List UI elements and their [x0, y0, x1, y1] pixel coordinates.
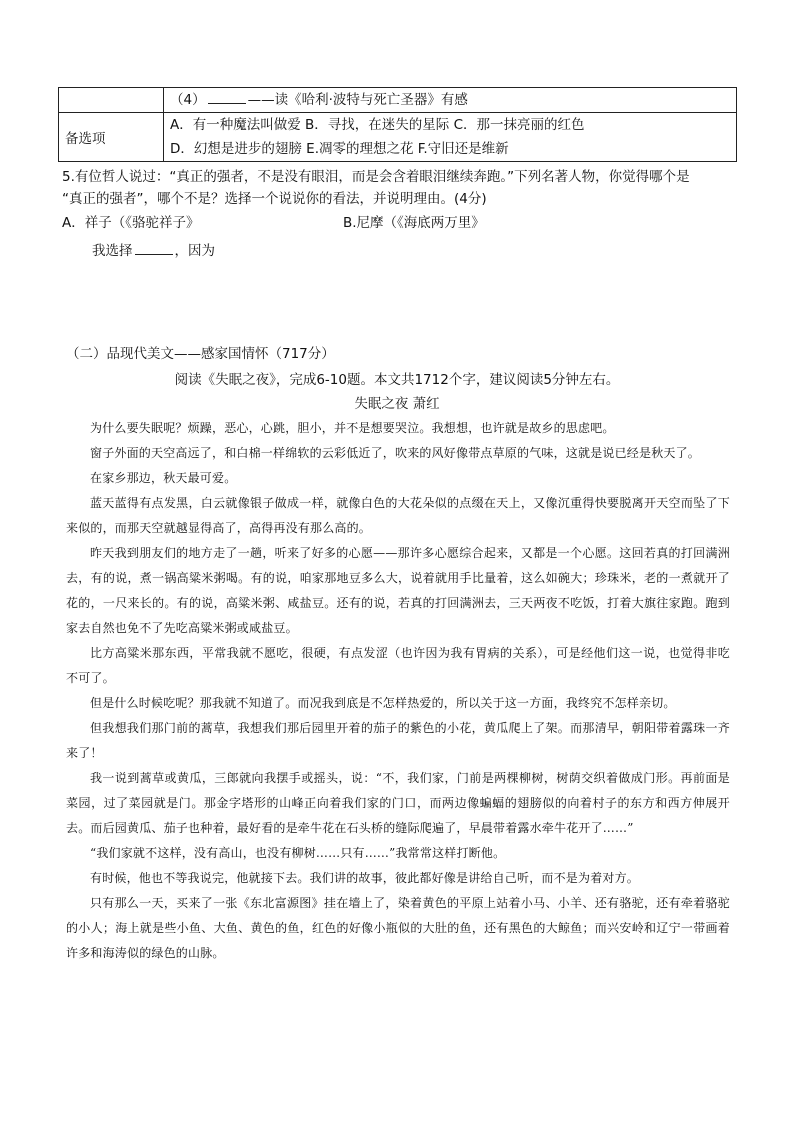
options-line-1: A．有一种魔法叫做爱 B．寻找，在迷失的星际 C．那一抹亮丽的红色	[170, 117, 585, 133]
options-line-2: D．幻想是进步的翅膀 E.凋零的理想之花 F.守旧还是维新	[170, 141, 509, 157]
options-table	[58, 87, 737, 162]
paragraph: 我一说到蒿草或黄瓜，三郎就向我摆手或摇头，说：“不，我们家，门前是两棵柳树，树荫交织着做成门形。再前面是菜园，过了菜园就是门。那金字塔形的山峰正向着我们家的门口，而两边像蝙蝠的翅膀似的向着村子的东方和西方伸展开去。而后园黄瓜、茄子也种着，最好看的是牵牛花在石头桥的缝际爬遍了，早晨带着露水牵牛花开了……”	[66, 771, 730, 835]
question-5-line-1: 5.有位哲人说过：“真正的强者，不是没有眼泪，而是会含着眼泪继续奔跑。”下列名著人物，你觉得哪个是	[62, 169, 690, 185]
paragraph: 比方高粱米那东西，平常我就不愿吃，很硬，有点发涩（也许因为我有胃病的关系），可是经他们这一说，也觉得非吃不可了。	[66, 646, 730, 685]
paragraph: 为什么要失眠呢？烦躁，恶心，心跳，胆小，并不是想要哭泣。我想想，也许就是故乡的思虑吧。	[90, 421, 615, 435]
paragraph: 蓝天蓝得有点发黑，白云就像银子做成一样，就像白色的大花朵似的点缀在天上，又像沉重得快要脱离开天空而坠了下来似的，而那天空就越显得高了，高得再没有那么高的。	[66, 496, 730, 535]
paragraph: 窗子外面的天空高远了，和白棉一样绵软的云彩低近了，吹来的风好像带点草原的气味，这就是说已经是秋天了。	[90, 446, 701, 460]
paragraph: 但是什么时候吃呢？那我就不知道了。而况我到底是不怎样热爱的，所以关于这一方面，我终究不怎样亲切。	[90, 696, 676, 710]
options-label: 备选项	[59, 113, 164, 162]
table-row	[59, 88, 737, 113]
section-heading: （二）品现代美文——感家国情怀（717分）	[66, 346, 335, 362]
table-row	[59, 113, 737, 162]
paragraph: 有时候，他也不等我说完，他就接下去。我们讲的故事，彼此都好像是讲给自己听，而不是为着对方。	[90, 871, 640, 885]
answer-blank[interactable]	[208, 90, 246, 104]
paragraph: 但我想我们那门前的蒿草，我想我们那后园里开着的茄子的紫色的小花，黄瓜爬上了架。而那清早，朝阳带着露珠一齐来了！	[66, 721, 730, 760]
reading-instructions: 阅读《失眠之夜》，完成6-10题。本文共1712个字，建议阅读5分钟左右。	[174, 372, 620, 388]
table-cell-empty	[59, 88, 164, 113]
answer-suffix: ，因为	[174, 243, 215, 259]
question-5-line-2: “真正的强者”，哪个不是？选择一个说说你的看法，并说明理由。(4分)	[62, 191, 487, 207]
item-number: （4）	[170, 92, 206, 108]
paragraph: 在家乡那边，秋天最可爱。	[90, 471, 237, 485]
table-cell-title-4	[164, 88, 737, 113]
choice-a: A．祥子（《骆驼祥子》	[62, 215, 200, 231]
title-tail: ——读《哈利·波特与死亡圣器》有感	[247, 92, 468, 108]
answer-prefix: 我选择	[92, 243, 133, 259]
article-title: 失眠之夜 萧红	[354, 396, 440, 412]
choice-b: B.尼摩（《海底两万里》	[343, 215, 485, 231]
paragraph: “我们家就不这样，没有高山，也没有柳树……只有……”我常常这样打断他。	[90, 846, 506, 860]
paragraph: 昨天我到朋友们的地方走了一趟，听来了好多的心愿——那许多心愿综合起来，又都是一个心愿。这回若真的打回满洲去，有的说，煮一锅高粱米粥喝。有的说，咱家那地豆多么大，说着就用手比量着，这么如碗大；珍珠米，老的一煮就开了花的，一尺来长的。有的说，高粱米粥、咸盐豆。还有的说，若真的打回满洲去，三天两夜不吃饭，打着大旗往家跑。跑到家去自然也免不了先吃高粱米粥或咸盐豆。	[66, 546, 730, 635]
answer-blank[interactable]	[135, 241, 173, 255]
article-body	[66, 416, 730, 966]
options-cell	[164, 113, 737, 162]
answer-line	[92, 240, 215, 262]
paragraph: 只有那么一天，买来了一张《东北富源图》挂在墙上了，染着黄色的平原上站着小马、小羊、还有骆驼，还有牵着骆驼的小人；海上就是些小鱼、大鱼、黄色的鱼，红色的好像小瓶似的大肚的鱼，还有黑色的大鲸鱼；而兴安岭和辽宁一带画着许多和海涛似的绿色的山脉。	[66, 896, 730, 960]
